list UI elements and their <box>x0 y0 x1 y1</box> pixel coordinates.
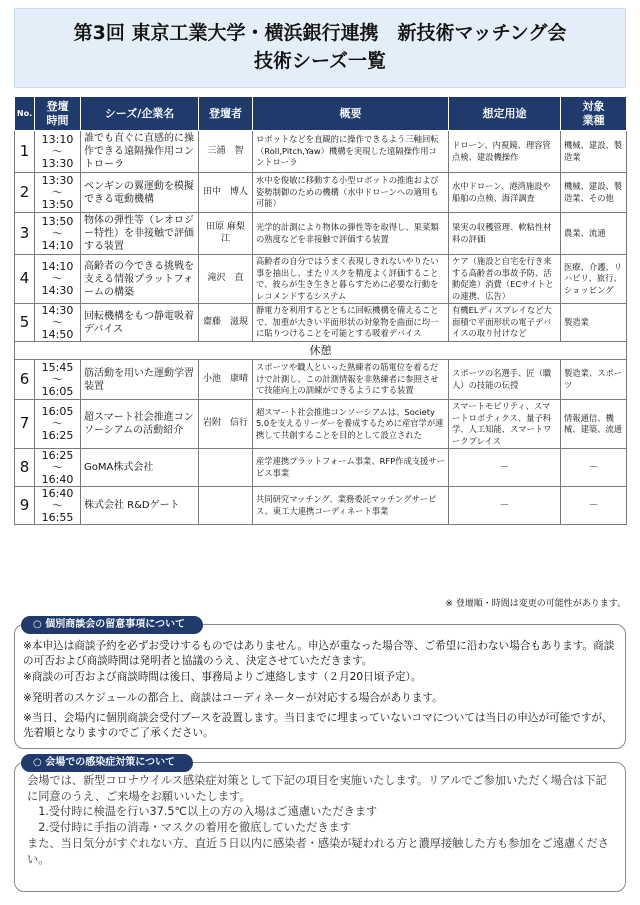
row-no: 2 <box>15 173 35 213</box>
infection-item-1: 1.受付時に検温を行い37.5℃以上の方の入場はご遠慮いただきます <box>27 805 378 818</box>
row-industry: 製造業、スポーツ <box>561 360 627 400</box>
row-summary: 高齢者の自分ではうまく表現しきれないやりたい事を抽出し、またリスクを精度よく評価することで、彼らが生き生きと暮らすために必要な行動をレコメンドするシステム <box>253 255 449 304</box>
row-summary: 超スマート社会推進コンソーシアムは、Society 5.0を支えるリーダーを養成するために産官学が連携して共創することを目的として設立された <box>253 400 449 449</box>
notes-section-heading: ○ 個別商談会の留意事項について <box>21 616 203 634</box>
table-row <box>15 304 627 342</box>
row-presenter <box>199 449 253 487</box>
header-time-label: 登壇 時間 <box>46 99 69 127</box>
row-no: 9 <box>15 487 35 525</box>
infection-section-heading: ○ 会場での感染症対策について <box>21 754 193 772</box>
notes-section <box>14 619 626 749</box>
row-summary: ロボットなどを直観的に操作できるよう三軸回転（Roll,Pitch,Yaw）機構を実現した遠隔操作用コントローラ <box>253 131 449 173</box>
row-no: 6 <box>15 360 35 400</box>
notes-item-4: ※当日、会場内に個別商談会受付ブースを設置します。当日までに埋まっていないコマについては当日の申込が可能ですが、先着順となりますのでご了承ください。 <box>23 712 613 739</box>
table-header-row <box>15 97 627 131</box>
row-summary: 共同研究マッチング、業務委託マッチングサービス、東工大連携コーディネート事業 <box>253 487 449 525</box>
row-industry: － <box>561 449 627 487</box>
break-label: 休憩 <box>15 342 627 360</box>
row-no: 8 <box>15 449 35 487</box>
row-use: スポーツの名選手、匠（職人）の技能の伝授 <box>449 360 561 400</box>
table-note: ※ 登壇順・時間は変更の可能性があります。 <box>445 599 626 609</box>
infection-intro: 会場では、新型コロナウイルス感染症対策として下記の項目を実施いたします。リアルでご参加いただく場合は下記に同意のうえ、ご来場をお願いいたします。 <box>27 774 607 803</box>
notes-item-2: ※商談の可否および商談時間は後日、事務局よりご連絡します（２月20日頃予定）。 <box>23 671 422 683</box>
row-no: 3 <box>15 213 35 255</box>
row-time: 16:40 ～ 16:55 <box>35 487 81 525</box>
row-seeds: 高齢者の今できる挑戦を支える情報プラットフォームの構築 <box>81 255 199 304</box>
row-time: 16:25 ～ 16:40 <box>35 449 81 487</box>
row-time: 13:50 ～ 14:10 <box>35 213 81 255</box>
row-presenter: 岩附 信行 <box>199 400 253 449</box>
row-time: 13:30 ～ 13:50 <box>35 173 81 213</box>
row-summary: スポーツや職人といった熟練者の筋電位を着るだけで計測し、この計測情報を非熟練者に参照させて技能向上の訓練ができるようにする装置 <box>253 360 449 400</box>
row-time: 15:45 ～ 16:05 <box>35 360 81 400</box>
row-presenter: 齋藤 滋規 <box>199 304 253 342</box>
row-seeds: 株式会社 R&Dゲート <box>81 487 199 525</box>
infection-item-2: 2.受付時に手指の消毒・マスクの着用を徹底していただきます <box>27 821 351 834</box>
title-line-2: 技術シーズ一覧 <box>253 50 387 72</box>
row-use: スマートモビリティ、スマートロボティクス、量子科学、人工知能、スマートワークプレイス <box>449 400 561 449</box>
row-seeds: 超スマート社会推進コンソーシアムの活動紹介 <box>81 400 199 449</box>
row-industry: 機械、建設、製造業 <box>561 131 627 173</box>
row-time: 14:30 ～ 14:50 <box>35 304 81 342</box>
table-row <box>15 213 627 255</box>
row-presenter: 三浦 智 <box>199 131 253 173</box>
header-industry-label: 対象 業種 <box>582 99 605 127</box>
row-presenter: 小池 康晴 <box>199 360 253 400</box>
header-summary: 概要 <box>253 97 449 131</box>
row-no: 7 <box>15 400 35 449</box>
page-title <box>14 8 626 88</box>
row-industry: 機械、建設、製造業、その他 <box>561 173 627 213</box>
table-row <box>15 255 627 304</box>
infection-closing: また、当日気分がすぐれない方、直近５日以内に感染者・感染が疑われる方と濃厚接触した方も参加をご遠慮ください。 <box>27 837 609 866</box>
infection-section <box>14 757 626 892</box>
notes-item-3: ※発明者のスケジュールの都合上、商談はコーディネーターが対応する場合があります。 <box>23 692 443 704</box>
row-seeds: 物体の弾性等（レオロジー特性）を非接触で評価する装置 <box>81 213 199 255</box>
table-row <box>15 173 627 213</box>
row-industry: 農業、流通 <box>561 213 627 255</box>
row-industry: 製造業 <box>561 304 627 342</box>
row-industry: 医療、介護、リハビリ、旅行、ショッピング <box>561 255 627 304</box>
break-row <box>15 342 627 360</box>
row-seeds: GoMA株式会社 <box>81 449 199 487</box>
row-use: － <box>449 449 561 487</box>
row-presenter: 田原 麻梨江 <box>199 213 253 255</box>
title-line-1: 第3回 東京工業大学・横浜銀行連携 新技術マッチング会 <box>73 22 567 44</box>
header-presenter: 登壇者 <box>199 97 253 131</box>
row-industry: － <box>561 487 627 525</box>
row-seeds: ペンギンの翼運動を模擬できる電動機構 <box>81 173 199 213</box>
row-summary: 静電力を利用するとともに回転機構を備えることで、加重が大きい平面形状の対象物を曲面に均一に貼りつけることを可能とする吸着デバイス <box>253 304 449 342</box>
table-row <box>15 400 627 449</box>
row-presenter: 滝沢 直 <box>199 255 253 304</box>
row-no: 4 <box>15 255 35 304</box>
table-row <box>15 360 627 400</box>
row-time: 13:10 ～ 13:30 <box>35 131 81 173</box>
row-use: － <box>449 487 561 525</box>
row-use: 果実の収穫管理、軟粘性材料の評価 <box>449 213 561 255</box>
row-use: ケア（施設と自宅を行き来する高齢者の事故予防、活動促進）消費（ECサイトとの連携、広告） <box>449 255 561 304</box>
row-seeds: 誰でも直ぐに直感的に操作できる遠隔操作用コントローラ <box>81 131 199 173</box>
row-use: ドローン、内視鏡、理容管点検、建設機操作 <box>449 131 561 173</box>
seeds-table <box>14 96 627 525</box>
row-industry: 情報通信、機械、建築、流通 <box>561 400 627 449</box>
row-summary: 水中を俊敏に移動する小型ロボットの推進および姿勢制御のための機構（水中ドローンへの適用も可能） <box>253 173 449 213</box>
header-industry <box>561 97 627 131</box>
row-summary: 光学的計測により物体の弾性等を取得し、果菜類の熟度などを非接触で評価する装置 <box>253 213 449 255</box>
table-row <box>15 487 627 525</box>
row-presenter: 田中 博人 <box>199 173 253 213</box>
row-use: 水中ドローン、港湾施設や船舶の点検、海洋調査 <box>449 173 561 213</box>
row-time: 14:10 ～ 14:30 <box>35 255 81 304</box>
header-time <box>35 97 81 131</box>
row-no: 1 <box>15 131 35 173</box>
row-seeds: 回転機構をもつ静電吸着デバイス <box>81 304 199 342</box>
table-row <box>15 131 627 173</box>
row-presenter <box>199 487 253 525</box>
header-no: No. <box>15 97 35 131</box>
row-summary: 産学連携プラットフォーム事業、RFP作成支援サービス事業 <box>253 449 449 487</box>
row-no: 5 <box>15 304 35 342</box>
table-row <box>15 449 627 487</box>
row-use: 有機ELディスプレイなど大面積で平面形状の電子デバイスの取り付けなど <box>449 304 561 342</box>
header-use: 想定用途 <box>449 97 561 131</box>
header-seeds: シーズ/企業名 <box>81 97 199 131</box>
row-seeds: 筋活動を用いた運動学習装置 <box>81 360 199 400</box>
row-time: 16:05 ～ 16:25 <box>35 400 81 449</box>
notes-item-1: ※本申込は商談予約を必ずお受けするものではありません。申込が重なった場合等、ご希望に沿わない場合もあります。商談の可否および商談時間は発明者と協議のうえ、決定させていただきます。 <box>23 640 615 667</box>
